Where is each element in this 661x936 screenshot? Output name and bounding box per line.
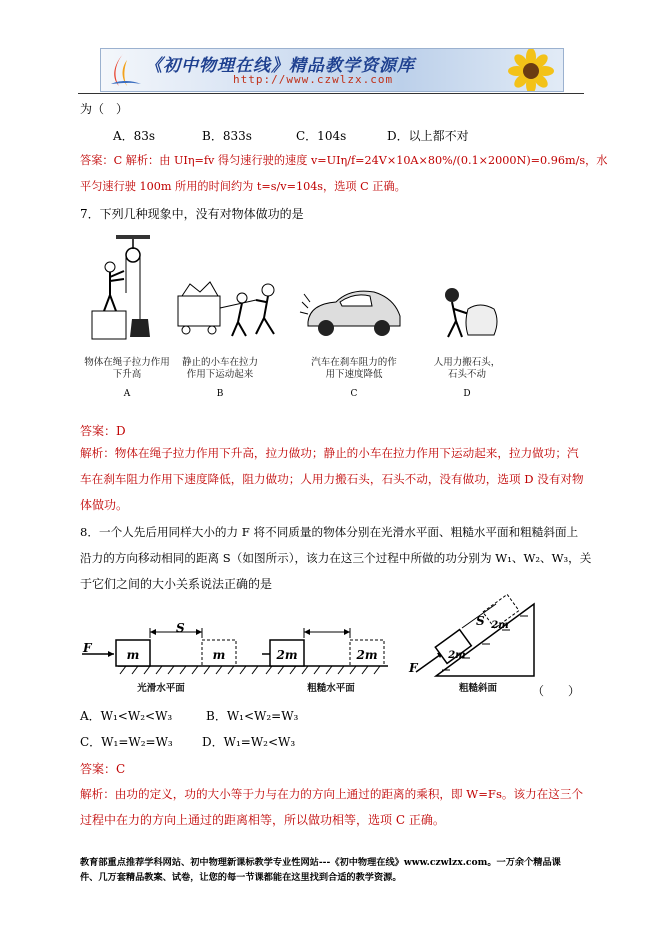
q7-analysis-line1: 解析：物体在绳子拉力作用下升高，拉力做功；静止的小车在拉力作用下运动起来，拉力做功；汽 [80, 446, 579, 460]
q8-stem-line2: 沿力的方向移动相同的距离 S（如图所示），该力在这三个过程中所做的功分别为 W₁、W₂、W₃，关 [80, 551, 592, 565]
q8-answer: 答案：C [80, 762, 126, 776]
q8-force-label-1: F [83, 641, 92, 655]
q7-figure-c [300, 282, 410, 342]
q7-stem: 7．下列几种现象中，没有对物体做功的是 [80, 207, 304, 221]
q7-label-c: C [350, 389, 358, 399]
q8-caption-incline: 粗糙斜面 [458, 683, 497, 694]
q7-figure-b [172, 278, 292, 348]
q7-analysis-line2: 车在刹车阻力作用下速度降低，阻力做功；人用力搬石头，石头不动，没有做功，选项 D 没有对物 [80, 472, 584, 486]
q8-distance-label-3: S [476, 614, 485, 628]
q7-caption-a: 物体在绳子拉力作用下升高 [84, 357, 170, 380]
q8-stem-line1: 8．一个人先后用同样大小的力 F 将不同质量的物体分别在光滑水平面、粗糙水平面和粗糙斜面上 [80, 525, 579, 539]
banner-title: 《初中物理在线》精品教学资源库 [145, 56, 415, 76]
q7-label-b: B [216, 389, 224, 399]
q8-mass-ghost-2: 2m [356, 648, 378, 662]
q8-stem-line3: 于它们之间的大小关系说法正确的是 [80, 577, 273, 591]
logo-icon [105, 50, 145, 90]
q7-answer: 答案：D [80, 424, 126, 438]
q7-label-a: A [123, 389, 131, 399]
q6-option-a: A．83s [113, 129, 156, 143]
sunflower-icon [501, 49, 561, 91]
q6-answer-line2: 平匀速行驶 100m 所用的时间约为 t=s/v=104s，选项 C 正确。 [80, 180, 406, 193]
q7-label-d: D [463, 389, 471, 399]
q7-figure-a [88, 233, 168, 343]
header-banner [100, 48, 564, 92]
q8-distance-label-1: S [176, 621, 185, 635]
q8-option-a: A．W₁<W₂<W₃ [80, 709, 173, 723]
q8-panel-incline [410, 600, 540, 680]
q8-answer-blank: （ ） [532, 684, 581, 698]
q7-caption-b: 静止的小车在拉力作用下运动起来 [181, 357, 258, 380]
q8-caption-rough: 粗糙水平面 [307, 683, 355, 694]
q6-answer-line1: 答案：C 解析：由 UIη=fv 得匀速行驶的速度 v=UIη/f=24V×10A×80%/(0.1×2000N)=0.96m/s，水 [80, 154, 608, 167]
q6-stem-tail: 为（ ） [80, 102, 129, 116]
q7-analysis-line3: 体做功。 [80, 498, 129, 512]
banner-url[interactable]: http://www.czwlzx.com [233, 73, 394, 86]
footer-line1: 教育部重点推荐学科网站、初中物理新课标教学专业性网站---《初中物理在线》www.czwlzx.com。一万余个精品课 [80, 857, 561, 868]
q8-option-c: C．W₁=W₂=W₃ [80, 735, 173, 749]
q6-option-d: D．以上都不对 [387, 129, 469, 143]
header-rule [78, 93, 584, 94]
q8-caption-smooth: 光滑水平面 [137, 683, 185, 694]
q7-caption-c: 汽车在刹车阻力的作用下速度降低 [311, 357, 397, 380]
q8-option-b: B．W₁<W₂=W₃ [206, 709, 299, 723]
q6-option-c: C．104s [296, 129, 347, 143]
q7-figure-d [432, 285, 502, 345]
q8-mass-ghost-1: m [212, 648, 226, 662]
q8-option-d: D．W₁=W₂<W₃ [202, 735, 296, 749]
q8-analysis-line1: 解析：由功的定义，功的大小等于力与在力的方向上通过的距离的乘积，即 W=Fs。该力在这三个 [80, 787, 584, 801]
footer-line2: 件、几万套精品教案、试卷，让您的每一节课都能在这里找到合适的教学资源。 [80, 872, 402, 883]
q8-mass-ghost-3: 2m [491, 620, 509, 631]
q8-mass-label-1: m [126, 648, 140, 662]
q8-mass-label-3: 2m [448, 650, 466, 661]
q8-panel-smooth [78, 624, 268, 684]
q8-mass-label-2: 2m [276, 648, 298, 662]
q6-option-b: B．833s [202, 129, 252, 143]
q7-caption-d: 人用力搬石头，石头不动 [433, 357, 501, 380]
q8-force-label-3: F [409, 661, 418, 675]
q8-analysis-line2: 过程中在力的方向上通过的距离相等，所以做功相等，选项 C 正确。 [80, 813, 445, 827]
